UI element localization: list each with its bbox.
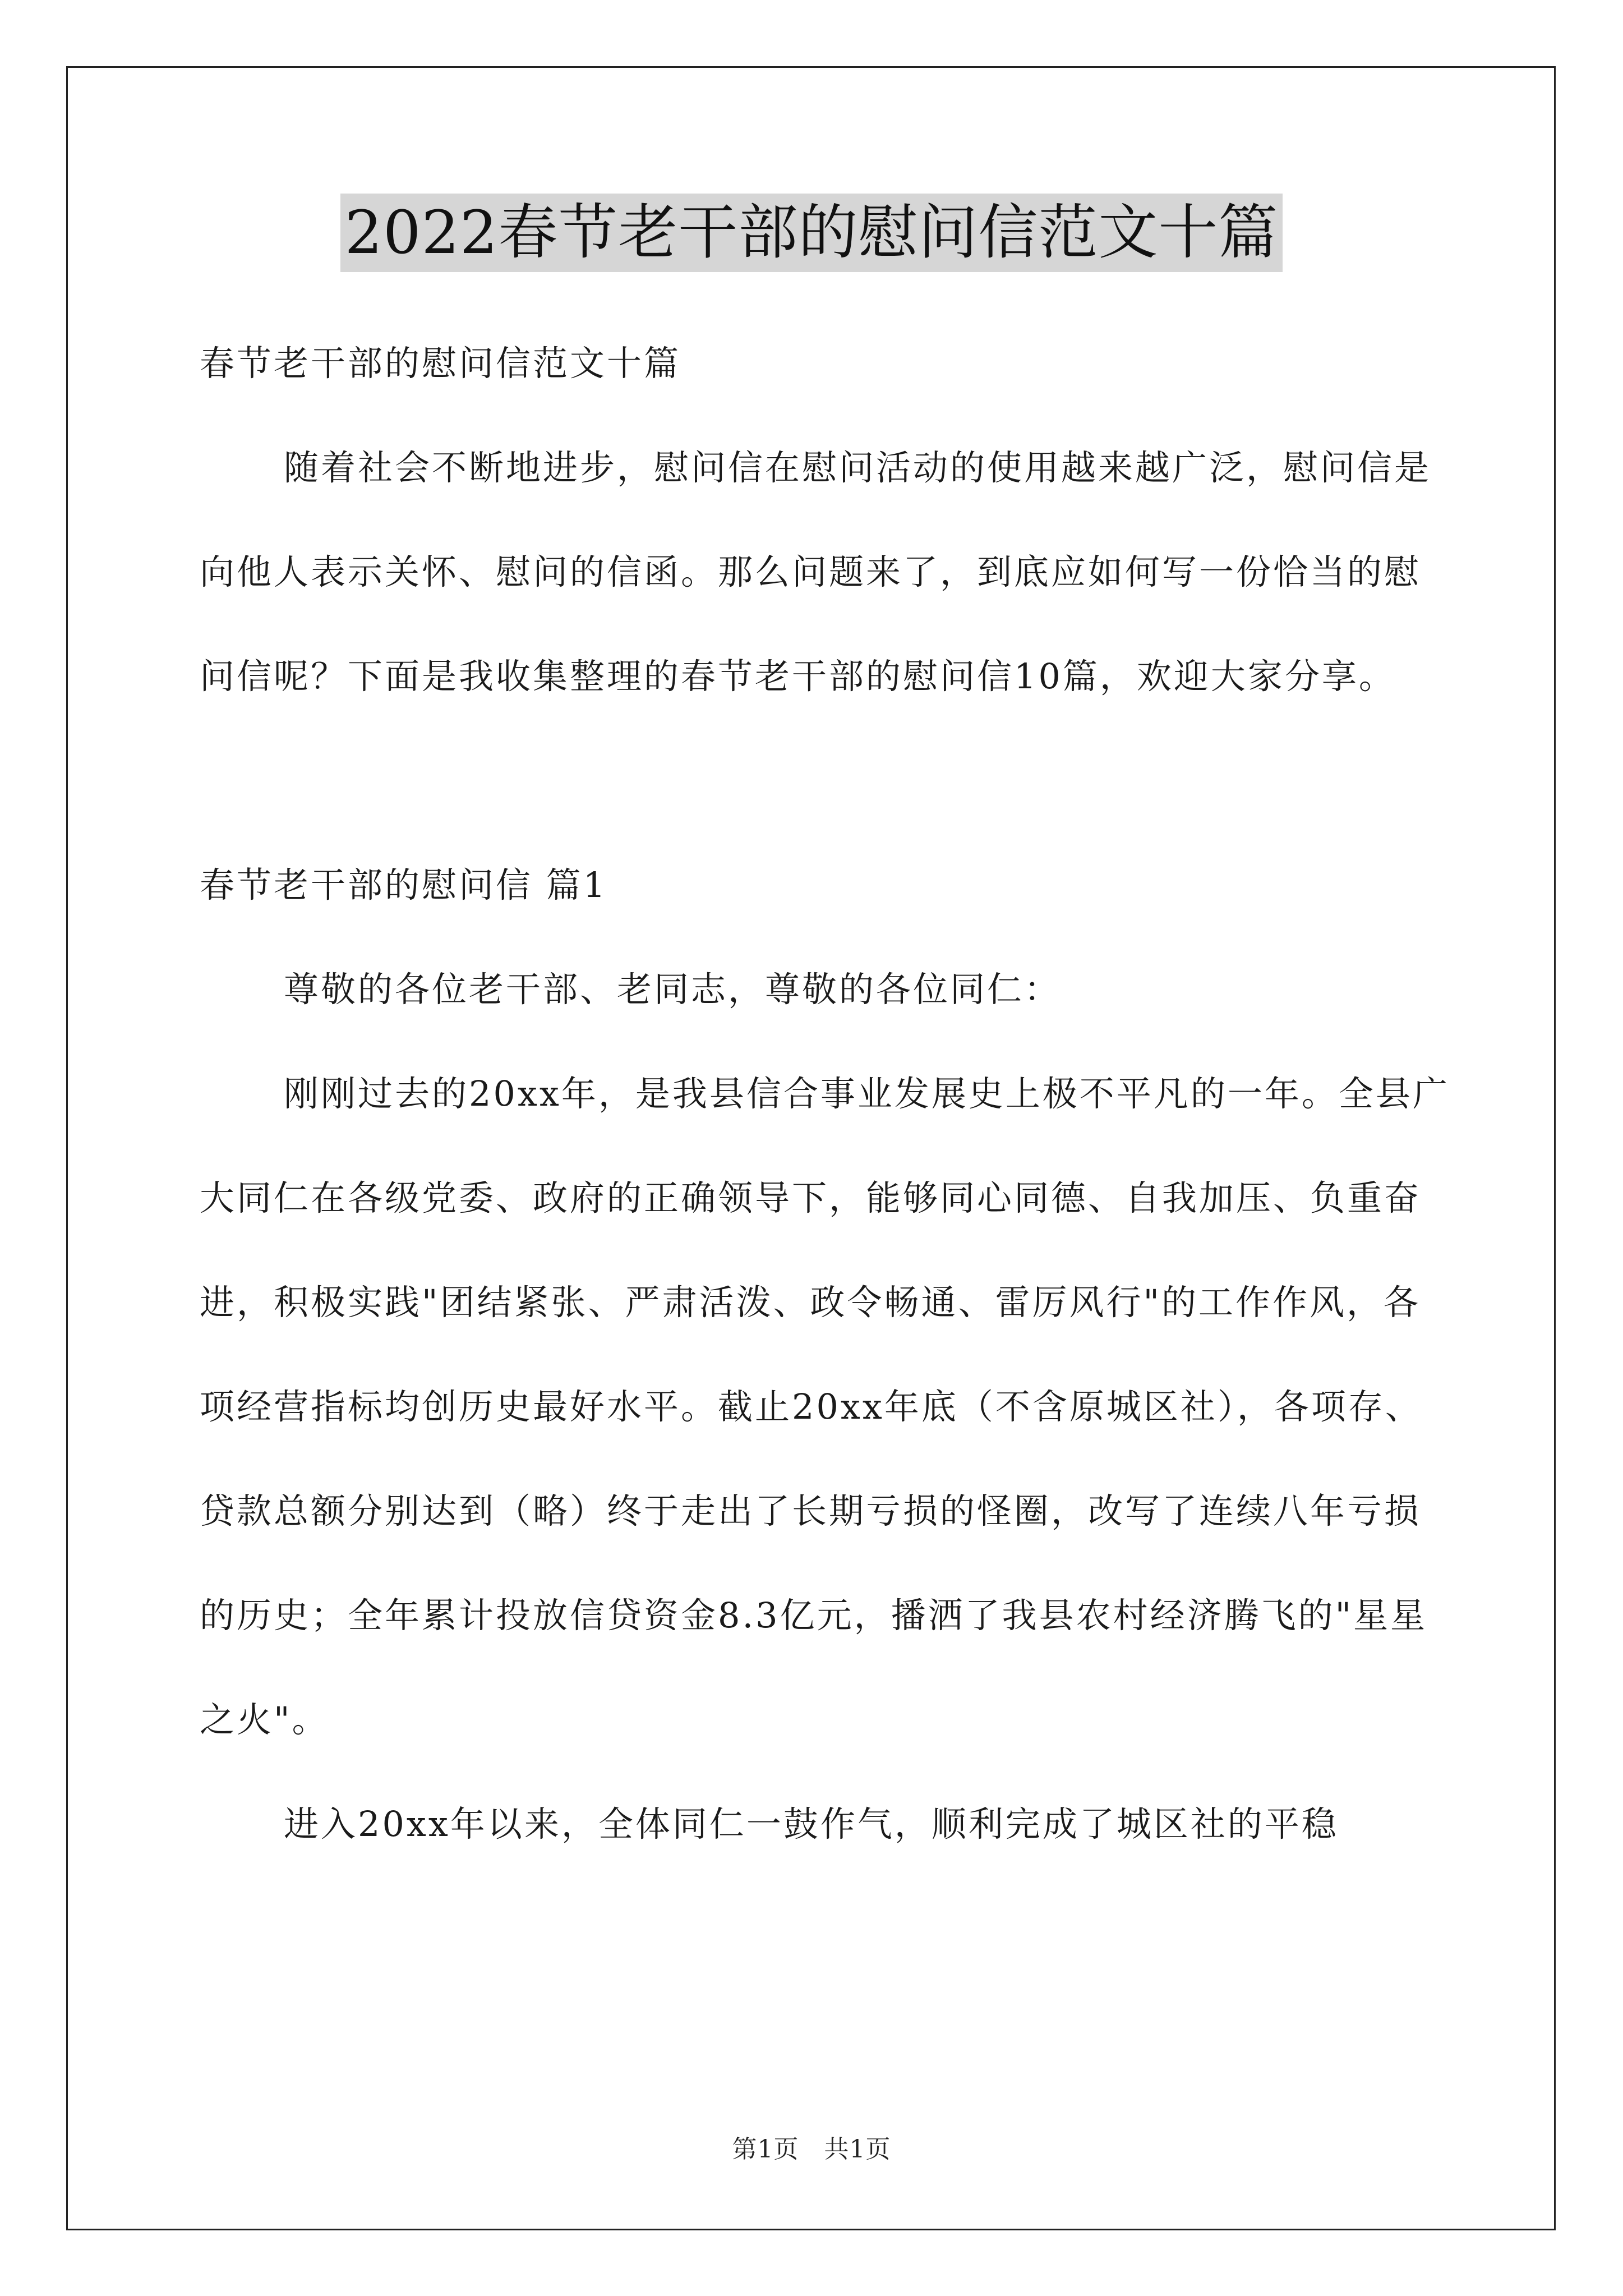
title-container	[0, 194, 1623, 272]
section-heading: 春节老干部的慰问信 篇1	[200, 864, 608, 905]
page-footer: 第1页 共1页	[732, 2135, 891, 2164]
body-paragraph-1: 刚刚过去的20xx年，是我县信合事业发展史上极不平凡的一年。全县广大同仁在各级党委、政府的正确领导下，能够同心同德、自我加压、负重奋进，积极实践"团结紧张、严肃活泼、政令畅通、雷厉风行"的工作作风，各项经营指标均创历史最好水平。截止20xx年底（不含原城区社），各项存、贷款总额分别达到（略）终于走出了长期亏损的怪圈，改写了连续八年亏损的历史；全年累计投放信贷资金8.3亿元，播洒了我县农村经济腾飞的"星星之火"。	[200, 1073, 1450, 1740]
salutation: 尊敬的各位老干部、老同志，尊敬的各位同仁：	[284, 969, 1062, 1010]
intro-paragraph: 随着社会不断地进步，慰问信在慰问活动的使用越来越广泛，慰问信是向他人表示关怀、慰问的信函。那么问题来了，到底应如何写一份恰当的慰问信呢？下面是我收集整理的春节老干部的慰问信10篇，欢迎大家分享。	[200, 447, 1432, 697]
document-title: 2022春节老干部的慰问信范文十篇	[340, 194, 1283, 272]
document-subtitle: 春节老干部的慰问信范文十篇	[200, 343, 681, 384]
section-spacer	[200, 729, 1456, 833]
document-body	[200, 311, 1456, 1876]
body-paragraph-2: 进入20xx年以来，全体同仁一鼓作气，顺利完成了城区社的平稳	[284, 1803, 1339, 1844]
